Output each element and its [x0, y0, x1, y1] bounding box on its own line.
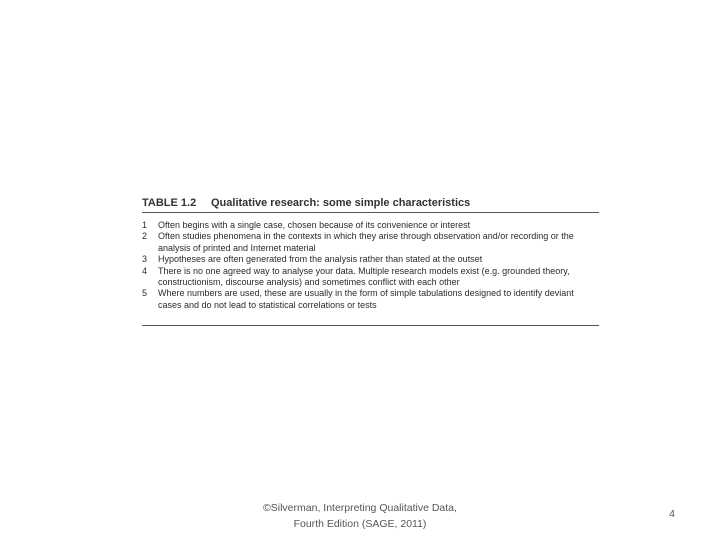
- table-bottom-rule: [142, 325, 599, 326]
- caption-line: Fourth Edition (SAGE, 2011): [293, 518, 427, 530]
- item-text: There is no one agreed way to analyse your data. Multiple research models exist (e.g. grounded theory, constructionism, discourse analysis) and sometimes conflict with each other: [158, 265, 570, 288]
- list-item: [142, 220, 599, 231]
- table-title: Qualitative research: some simple characteristics: [211, 197, 471, 209]
- list-item: [142, 231, 599, 254]
- item-text: Hypotheses are often generated from the analysis rather than stated at the outset: [158, 254, 483, 265]
- item-number: 4: [142, 265, 148, 276]
- item-number: 5: [142, 288, 148, 299]
- table-figure: [142, 194, 599, 310]
- table-items: [142, 220, 599, 311]
- item-text: Often studies phenomena in the contexts in which they arise through observation and/or recording or the analysis of printed and Internet material: [158, 231, 574, 253]
- table-heading: [142, 194, 599, 212]
- caption-line: ©Silverman, Interpreting Qualitative Data,: [263, 502, 457, 514]
- table-label: TABLE 1.2: [142, 197, 197, 209]
- table-top-rule: [142, 212, 599, 213]
- citation-caption: [250, 500, 470, 532]
- list-item: [142, 266, 599, 289]
- page-number: 4: [669, 508, 675, 520]
- item-text: Where numbers are used, these are usually in the form of simple tabulations designed to identify deviant cases and do not lead to statistical correlations or tests: [158, 288, 574, 310]
- item-number: 3: [142, 254, 148, 265]
- item-text: Often begins with a single case, chosen because of its convenience or interest: [158, 220, 471, 230]
- item-number: 2: [142, 231, 148, 242]
- list-item: [142, 288, 599, 311]
- item-number: 1: [142, 220, 148, 230]
- list-item: [142, 254, 599, 265]
